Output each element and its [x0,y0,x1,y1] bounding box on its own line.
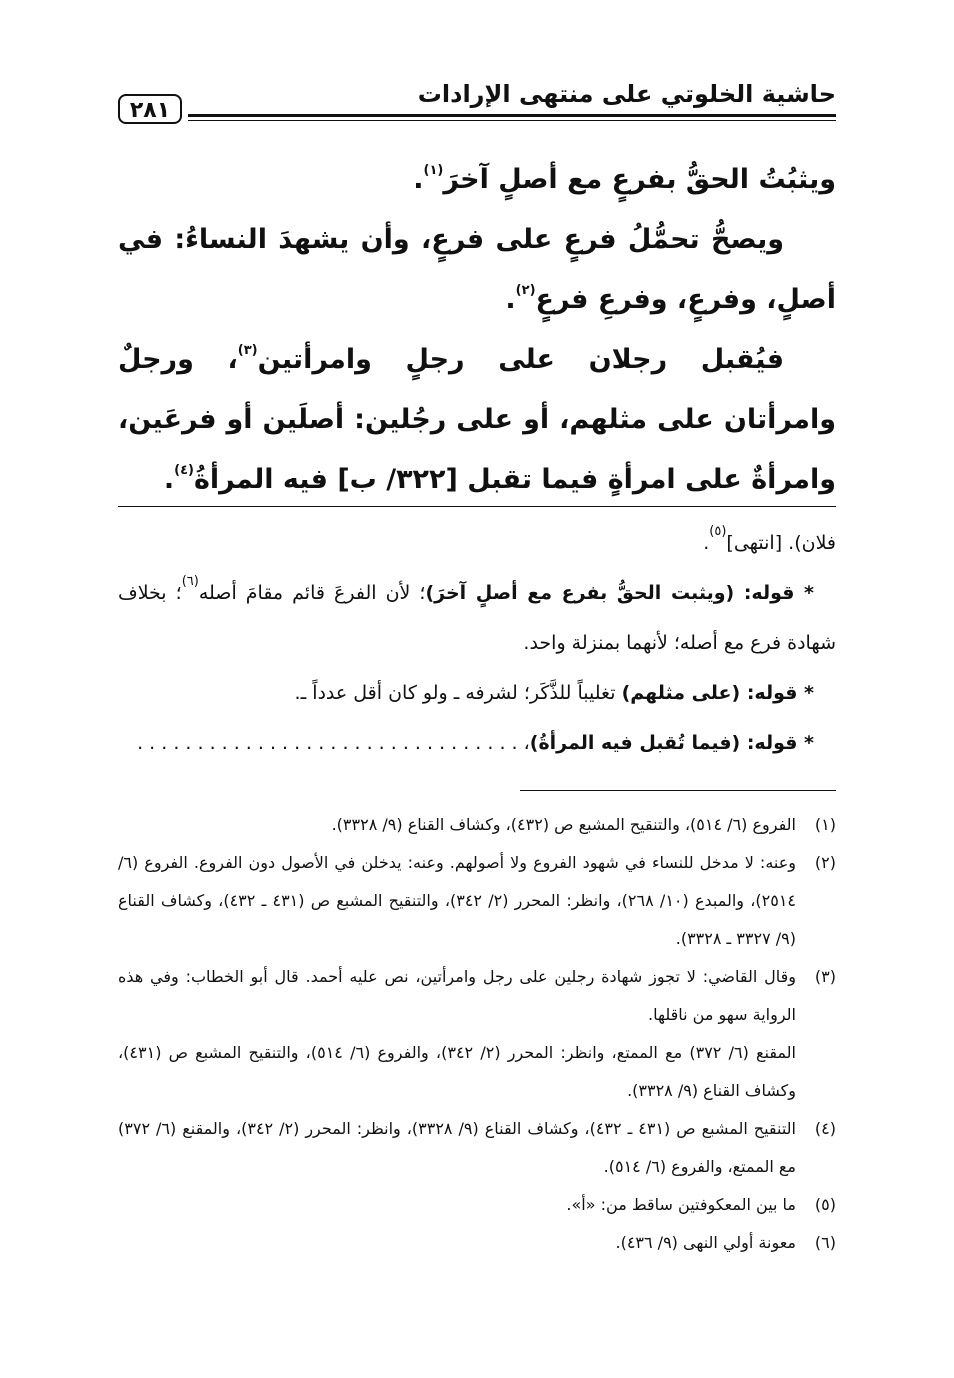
commentary-section [118,518,836,768]
running-title: حاشية الخلوتي على منتهى الإرادات [417,80,836,108]
footnote-ref-3: (٣) [237,343,258,358]
footnote-ref-5: (٥) [709,524,727,539]
footnote-divider [520,790,836,791]
footnote-item [118,806,836,844]
footnote-text: وعنه: لا مدخل للنساء في شهود الفروع ولا أصولهم. وعنه: يدخلن في الأصول دون الفروع. الفروع (٦/ ٢٥١٤)، والمبدع (١٠/ ٢٦٨)، وانظر: المحرر (٢/ ٣٤٢)، والتنقيح المشبع ص (٤٣١ ـ ٤٣٢)، وكشاف القناع (٩/ ٣٣٢٧ ـ ٣٣٢٨). [118,853,797,948]
footnote-item [118,958,836,1034]
footnote-ref-1: (١) [423,163,444,178]
footnote-number: (٦) [814,1233,836,1252]
main-paragraph-1: ويثبُتُ الحقُّ بفرعٍ مع أصلٍ آخرَ$^{(١)}$. [413,163,836,195]
footnote-text: التنقيح المشبع ص (٤٣١ ـ ٤٣٢)، وكشاف القناع (٩/ ٣٣٢٨)، وانظر: المحرر (٢/ ٣٤٢)، والمقنع (٦/ ٣٧٢) مع الممتع، والفروع (٦/ ٥١٤). [118,1119,796,1176]
page-number: ٢٨١ [118,94,182,124]
footnote-number: (٤) [814,1119,836,1138]
footnote-item [118,844,836,958]
commentary-note-3: * قوله: (فيما تُقبل فيه المرأةُ)، . . . . . . . . . . . . . . . . . . . . . . . . . . . . . . . . [137,732,814,754]
commentary-note-2: * قوله: (على مثلهم) تغليباً للذَّكَر؛ لشرفه ـ ولو كان أقل عدداً ـ. [294,682,814,704]
footnote-continuation: المقنع (٦/ ٣٧٢) مع الممتع، وانظر: المحرر (٢/ ٣٤٢)، والفروع (٦/ ٥١٤)، والتنقيح المشبع ص (٤٣١)، وكشاف القناع (٩/ ٣٣٢٨). [118,1043,797,1100]
footnote-number: (٥) [814,1195,836,1214]
main-text [118,150,836,510]
footnote-item [118,1186,836,1224]
page-header [118,72,836,132]
commentary-note-1: * قوله: (ويثبت الحقُّ بفرع مع أصلٍ آخرَ)؛ لأن الفرعَ قائم مقامَ أصله$^{(٦)}$؛ بخلاف شهادة فرع مع أصله؛ لأنهما بمنزلة واحد. [118,574,836,654]
header-rule [188,114,836,121]
footnote-ref-2: (٢) [515,283,536,298]
main-text-divider [118,506,836,507]
footnote-text: ما بين المعكوفتين ساقط من: «أ». [566,1195,796,1214]
main-paragraph-2: ويصحُّ تحمُّلُ فرعٍ على فرعٍ، وأن يشهدَ النساءُ: في أصلٍ، وفرعٍ، وفرعِ فرعٍ$^{(٢)}$. [118,224,836,315]
footnote-text: معونة أولي النهى (٩/ ٤٣٦). [615,1233,796,1252]
footnote-item [118,1110,836,1186]
commentary-continuation: فلان). [انتهى]$^{(٥)}$. [703,524,836,554]
footnote-ref-6: (٦) [181,574,199,589]
footnote-ref-4: (٤) [174,463,194,478]
main-paragraph-3: فيُقبل رجلان على رجلٍ وامرأتين$^{(٣)}$، ورجلٌ وامرأتان على مثلهم، أو على رجُلين: أصلَين أو فرعَين، وامرأةٌ على امرأةٍ فيما تقبل [٣٢٢/ ب] فيه المرأةُ$^{(٤)}$. [118,343,836,495]
footnote-item [118,1224,836,1262]
footnotes-section [118,806,836,1262]
footnote-number: (٢) [814,853,836,872]
footnote-text: الفروع (٦/ ٥١٤)، والتنقيح المشبع ص (٤٣٢)، وكشاف القناع (٩/ ٣٣٢٨). [331,815,796,834]
footnote-number: (١) [814,815,836,834]
footnote-text: وقال القاضي: لا تجوز شهادة رجلين على رجل وامرأتين، نص عليه أحمد. قال أبو الخطاب: وفي هذه الرواية سهو من ناقلها. [118,967,796,1024]
footnote-number: (٣) [814,967,836,986]
